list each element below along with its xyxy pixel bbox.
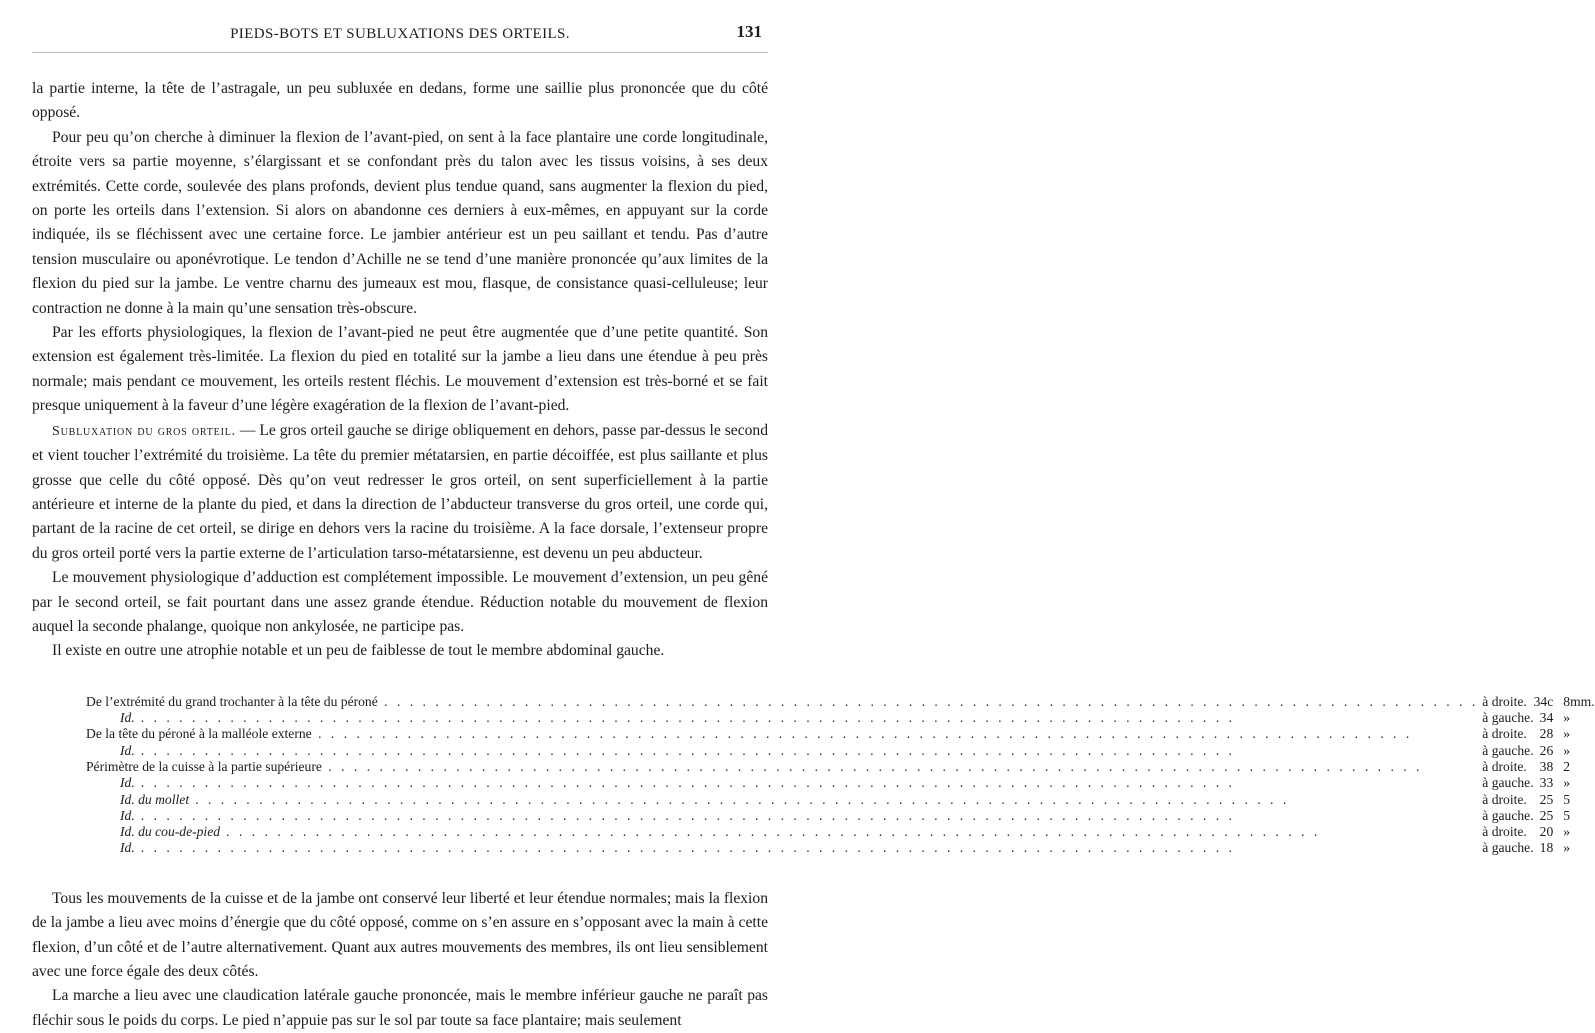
measurement-centimeters: 38 [1539, 758, 1554, 774]
measurement-description [86, 824, 1482, 840]
measurement-label: Id. du cou-de-pied . . . [120, 824, 1482, 840]
measurement-centimeters: 18 [1539, 840, 1554, 856]
measurement-label: De la tête du péroné à la malléole externe . . . [86, 726, 1482, 742]
measurement-side: à droite. [1482, 824, 1527, 840]
measurement-side: à droite. [1482, 693, 1527, 709]
measurement-centimeters: 33 [1539, 775, 1554, 791]
paragraph: La marche a lieu avec une claudication latérale gauche prononcée, mais le membre inférieur gauche ne paraît pas fléchir sous le poids du corps. Le pied n’appuie pas sur le sol par toute sa face plantaire; mais seulement [32, 987, 768, 1029]
table-row [86, 710, 1595, 726]
measurement-millimeters: 5 [1563, 807, 1571, 823]
measurement-description [86, 743, 1482, 759]
measurement-millimeters: 8mm. [1563, 693, 1595, 709]
measurement-description [86, 726, 1482, 742]
measurement-millimeters: » [1563, 710, 1571, 726]
measurement-label: Id. . . . [120, 775, 1482, 791]
measurement-description [86, 792, 1482, 808]
measurement-millimeters: » [1563, 840, 1571, 856]
paragraph: Le mouvement physiologique d’adduction est complétement impossible. Le mouvement d’extension, un peu gêné par le second orteil, se fait pourtant dans une assez grande étendue. Réduction notable du mouvement de flexion auquel la seconde phalange, quoique non ankylosée, ne participe pas. [32, 569, 768, 635]
measurement-side: à gauche. [1482, 710, 1534, 726]
table-row [86, 759, 1595, 775]
measurement-side: à gauche. [1482, 807, 1534, 823]
measurement-description [86, 759, 1482, 775]
paragraph: Il existe en outre une atrophie notable et un peu de faiblesse de tout le membre abdominal gauche. [52, 642, 665, 660]
paragraph: Pour peu qu’on cherche à diminuer la flexion de l’avant-pied, on sent à la face plantaire une corde longitudinale, étroite vers sa partie moyenne, s’élargissant et se confondant près du talon avec les tissus voisins, à ses deux extrémités. Cette corde, soulevée des plans profonds, devient plus tendue quand, sans augmenter la flexion du pied, on porte les orteils dans l’extension. Si alors on abandonne ces derniers à eux-mêmes, en appuyant sur la corde indiquée, ils se fléchissent avec une certaine force. Le jambier antérieur est un peu saillant et tendu. Pas d’autre tension musculaire ou aponévrotique. Le tendon d’Achille ne se tend d’une manière prononcée qu’aux limites de la flexion du pied sur la jambe. Le ventre charnu des jumeaux est mou, flasque, de consistance quasi-celluleuse; leur contraction ne donne à la main qu’une sensation très-obscure. [32, 128, 768, 317]
measurement-label: Id. . . . [120, 808, 1482, 824]
measurements-table [86, 694, 1595, 857]
page-header [32, 18, 768, 53]
table-row [86, 808, 1595, 824]
paragraph: Tous les mouvements de la cuisse et de la jambe ont conservé leur liberté et leur étendue normales; mais la flexion de la jambe a lieu avec moins d’énergie que du côté opposé, comme on s’en assure en s’opposant avec la main à cette flexion, d’un côté et de l’autre alternativement. Quant aux autres mouvements des membres, ils ont lieu sensiblement avec une force égale des deux côtés. [32, 889, 768, 980]
measurement-centimeters: 25 [1539, 791, 1554, 807]
measurement-centimeters: 28 [1539, 726, 1554, 742]
table-row [86, 792, 1595, 808]
page-number: 131 [736, 22, 762, 41]
measurement-side: à droite. [1482, 726, 1527, 742]
subluxation-paragraph [32, 419, 768, 566]
measurement-description [86, 808, 1482, 824]
table-row [86, 824, 1595, 840]
measurement-side: à gauche. [1482, 840, 1534, 856]
measurement-label: Id. du mollet . . . [120, 792, 1482, 808]
measurement-label: De l’extrémité du grand trochanter à la tête du péroné . . . [86, 694, 1482, 710]
table-row [86, 694, 1595, 710]
table-row [86, 840, 1595, 856]
measurement-centimeters: 25 [1539, 807, 1554, 823]
measurement-description [86, 840, 1482, 856]
table-row [86, 775, 1595, 791]
section-heading: Subluxation du gros orteil. [52, 423, 236, 439]
body-text-continued [32, 887, 768, 1033]
measurement-centimeters: 34c [1533, 693, 1554, 709]
table-row [86, 743, 1595, 759]
subluxation-text: — Le gros orteil gauche se dirige obliquement en dehors, passe par-dessus le second et vient toucher l’extrémité du troisième. La tête du premier métatarsien, en partie décoiffée, est plus saillante et plus grosse que celle du côté opposé. Dès qu’on veut redresser le gros orteil, on sent superficiellement à la partie antérieure et interne de la plante du pied, et dans la direction de l’abducteur transverse du gros orteil, une corde qui, partant de la racine de cet orteil, se dirige en dehors vers la racine du troisième. A la face dorsale, l’extenseur propre du gros orteil porté vers la partie externe de l’articulation tarso-métatarsienne, est devenu un peu abducteur. [32, 421, 769, 562]
body-text [32, 77, 768, 664]
paragraph: la partie interne, la tête de l’astragale, un peu subluxée en dedans, forme une saillie plus prononcée que du côté opposé. [32, 80, 768, 122]
measurement-label: Id. . . . [120, 840, 1482, 856]
measurement-label: Id. . . . [120, 710, 1482, 726]
measurement-description [86, 775, 1482, 791]
measurement-label: Périmètre de la cuisse à la partie supérieure . . . [86, 759, 1482, 775]
running-title: PIEDS-BOTS ET SUBLUXATIONS DES ORTEILS. [230, 26, 570, 42]
measurement-side: à droite. [1482, 791, 1527, 807]
measurement-side: à droite. [1482, 758, 1527, 774]
measurement-description [86, 710, 1482, 726]
measurement-centimeters: 34 [1539, 710, 1554, 726]
measurement-label: Id. . . . [120, 743, 1482, 759]
measurement-millimeters: » [1563, 824, 1571, 840]
measurement-millimeters: » [1563, 726, 1571, 742]
measurement-millimeters: 2 [1563, 758, 1571, 774]
measurement-centimeters: 26 [1539, 742, 1554, 758]
measurement-millimeters: » [1563, 775, 1571, 791]
measurement-centimeters: 20 [1539, 824, 1554, 840]
measurement-millimeters: » [1563, 742, 1571, 758]
paragraph: Par les efforts physiologiques, la flexion de l’avant-pied ne peut être augmentée que d’une petite quantité. Son extension est également très-limitée. La flexion du pied en totalité sur la jambe a lieu dans une étendue à peu près normale; mais pendant ce mouvement, les orteils restent fléchis. Le mouvement d’extension est très-borné et se fait presque uniquement à la faveur d’une légère exagération de la flexion de l’avant-pied. [32, 324, 768, 415]
measurement-millimeters: 5 [1563, 791, 1571, 807]
measurement-side: à gauche. [1482, 742, 1534, 758]
measurement-side: à gauche. [1482, 775, 1534, 791]
table-row [86, 726, 1595, 742]
measurement-description [86, 694, 1482, 710]
